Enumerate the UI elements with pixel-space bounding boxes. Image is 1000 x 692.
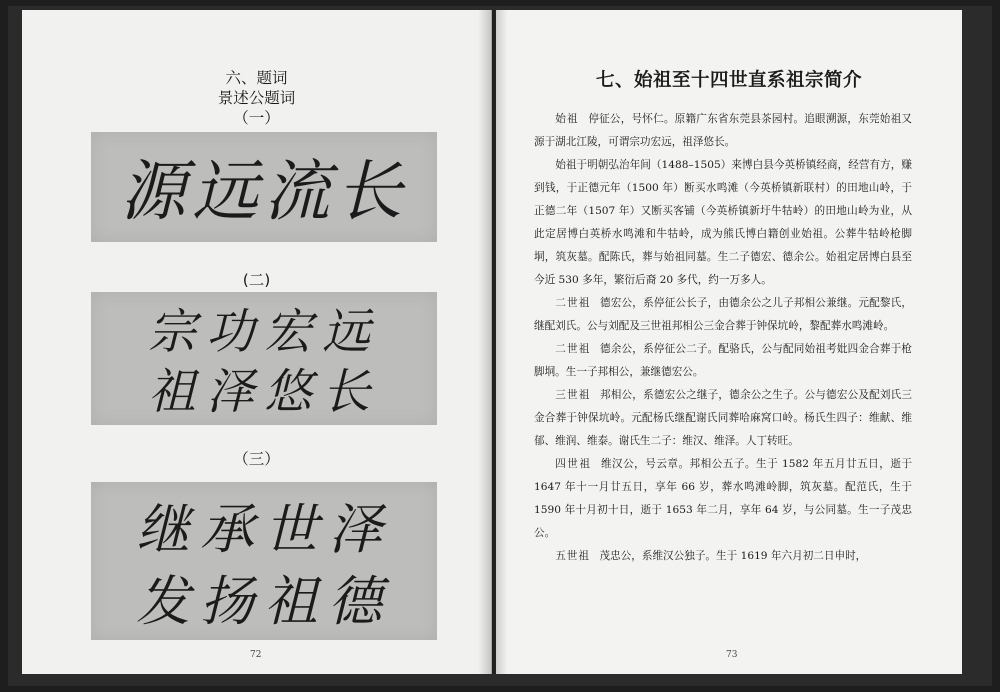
paragraph-text: 德宏公，系停征公长子，由德余公之儿子邦相公兼继。元配黎氏，继配刘氏。公与刘配及三世祖邦相公三金合葬于钟保坑岭，黎配葬水鸣滩岭。: [534, 297, 913, 332]
book-gutter-shadow: [478, 10, 508, 674]
paragraph: [534, 108, 912, 154]
calligraphy-text-two-line1: 宗功宏远: [147, 304, 381, 360]
calligraphy-plate-one: [91, 132, 437, 242]
body-text: [534, 108, 912, 568]
paragraph-text: 邦相公，系德宏公之继子，德余公之生子。公与德宏公及配刘氏三金合葬于钟保坑岭。元配杨氏继配谢氏同葬哈麻窝口岭。杨氏生四子：维献、维郁、维润、维泰。谢氏生二子：维汉、维泽。人丁转旺。: [534, 389, 913, 447]
paragraph-text: 停征公，号怀仁。原籍广东省东莞县茶园村。追眼溯源，东莞始祖又源于湖北江陵，可谓宗功宏远，祖泽悠长。: [534, 113, 912, 148]
generation-label: 五世祖: [555, 550, 590, 562]
generation-label: 四世祖: [555, 458, 592, 470]
page-title: 七、始祖至十四世直系祖宗简介: [595, 70, 862, 91]
paragraph: [534, 545, 912, 568]
calligraphy-plate-two: [91, 292, 437, 425]
calligraphy-text-one: 源远流长: [120, 153, 408, 230]
section-heading: 六、题词: [225, 69, 288, 87]
caption-three: （三）: [233, 450, 280, 468]
page-number-right: 73: [726, 650, 738, 660]
left-page: [22, 10, 492, 674]
calligraphy-plate-three: [91, 482, 437, 640]
paragraph: [534, 384, 912, 453]
paragraph-text: 茂忠公，系维汉公独子。生于 1619 年六月初二日申时，: [599, 550, 867, 562]
paragraph: [534, 338, 912, 384]
calligraphy-text-two-line2: 祖泽悠长: [147, 364, 381, 420]
calligraphy-text-three-line2: 发扬祖德: [136, 570, 392, 633]
caption-one: （一）: [233, 109, 280, 127]
caption-two: (二): [242, 271, 271, 289]
section-subheading: 景述公题词: [217, 89, 296, 107]
paragraph-text: 维汉公，号云章。邦相公五子。生于 1582 年五月廿五日，逝于 1647 年十一月廿五日，享年 66 岁，葬水鸣滩岭脚，筑灰墓。配范氏，生于 1590 年十月初十日，逝于 1653 年二月，享年 64 岁，与公同墓。生一子茂忠公。: [534, 458, 912, 539]
page-number-left: 72: [250, 650, 262, 660]
paragraph-text: 始祖于明朝弘治年间（1488–1505）来博白县今英桥镇经商，经营有方，赚到钱，于正德元年（1500 年）断买水鸣滩（今英桥镇新联村）的田地山岭，于正德二年（1507 年）又断买客铺（今英桥镇新圩牛牯岭）的田地山岭为业，从此定居博白英桥水鸣滩和牛牯岭，成为熊氏博白籍创业始祖。公葬牛牯岭枪脚垌，筑灰墓。配陈氏，葬与始祖同墓。生二子德宏、德余公。始祖定居博白县至今近 530 多年，繁衍后裔 20 多代，约一万多人。: [534, 159, 912, 286]
paragraph-text: 德余公，系停征公二子。配骆氏，公与配同始祖考妣四金合葬于枪脚垌。生一子邦相公，兼继德宏公。: [534, 343, 913, 378]
paragraph: [534, 292, 912, 338]
paragraph: [534, 154, 912, 292]
right-page: [496, 10, 962, 674]
generation-label: 三世祖: [555, 389, 591, 401]
paragraph: [534, 453, 912, 545]
generation-label: 二世祖: [555, 297, 591, 309]
generation-label: 二世祖: [555, 343, 591, 355]
generation-label: 始祖: [555, 113, 579, 125]
calligraphy-text-three-line1: 继承世泽: [136, 498, 392, 561]
